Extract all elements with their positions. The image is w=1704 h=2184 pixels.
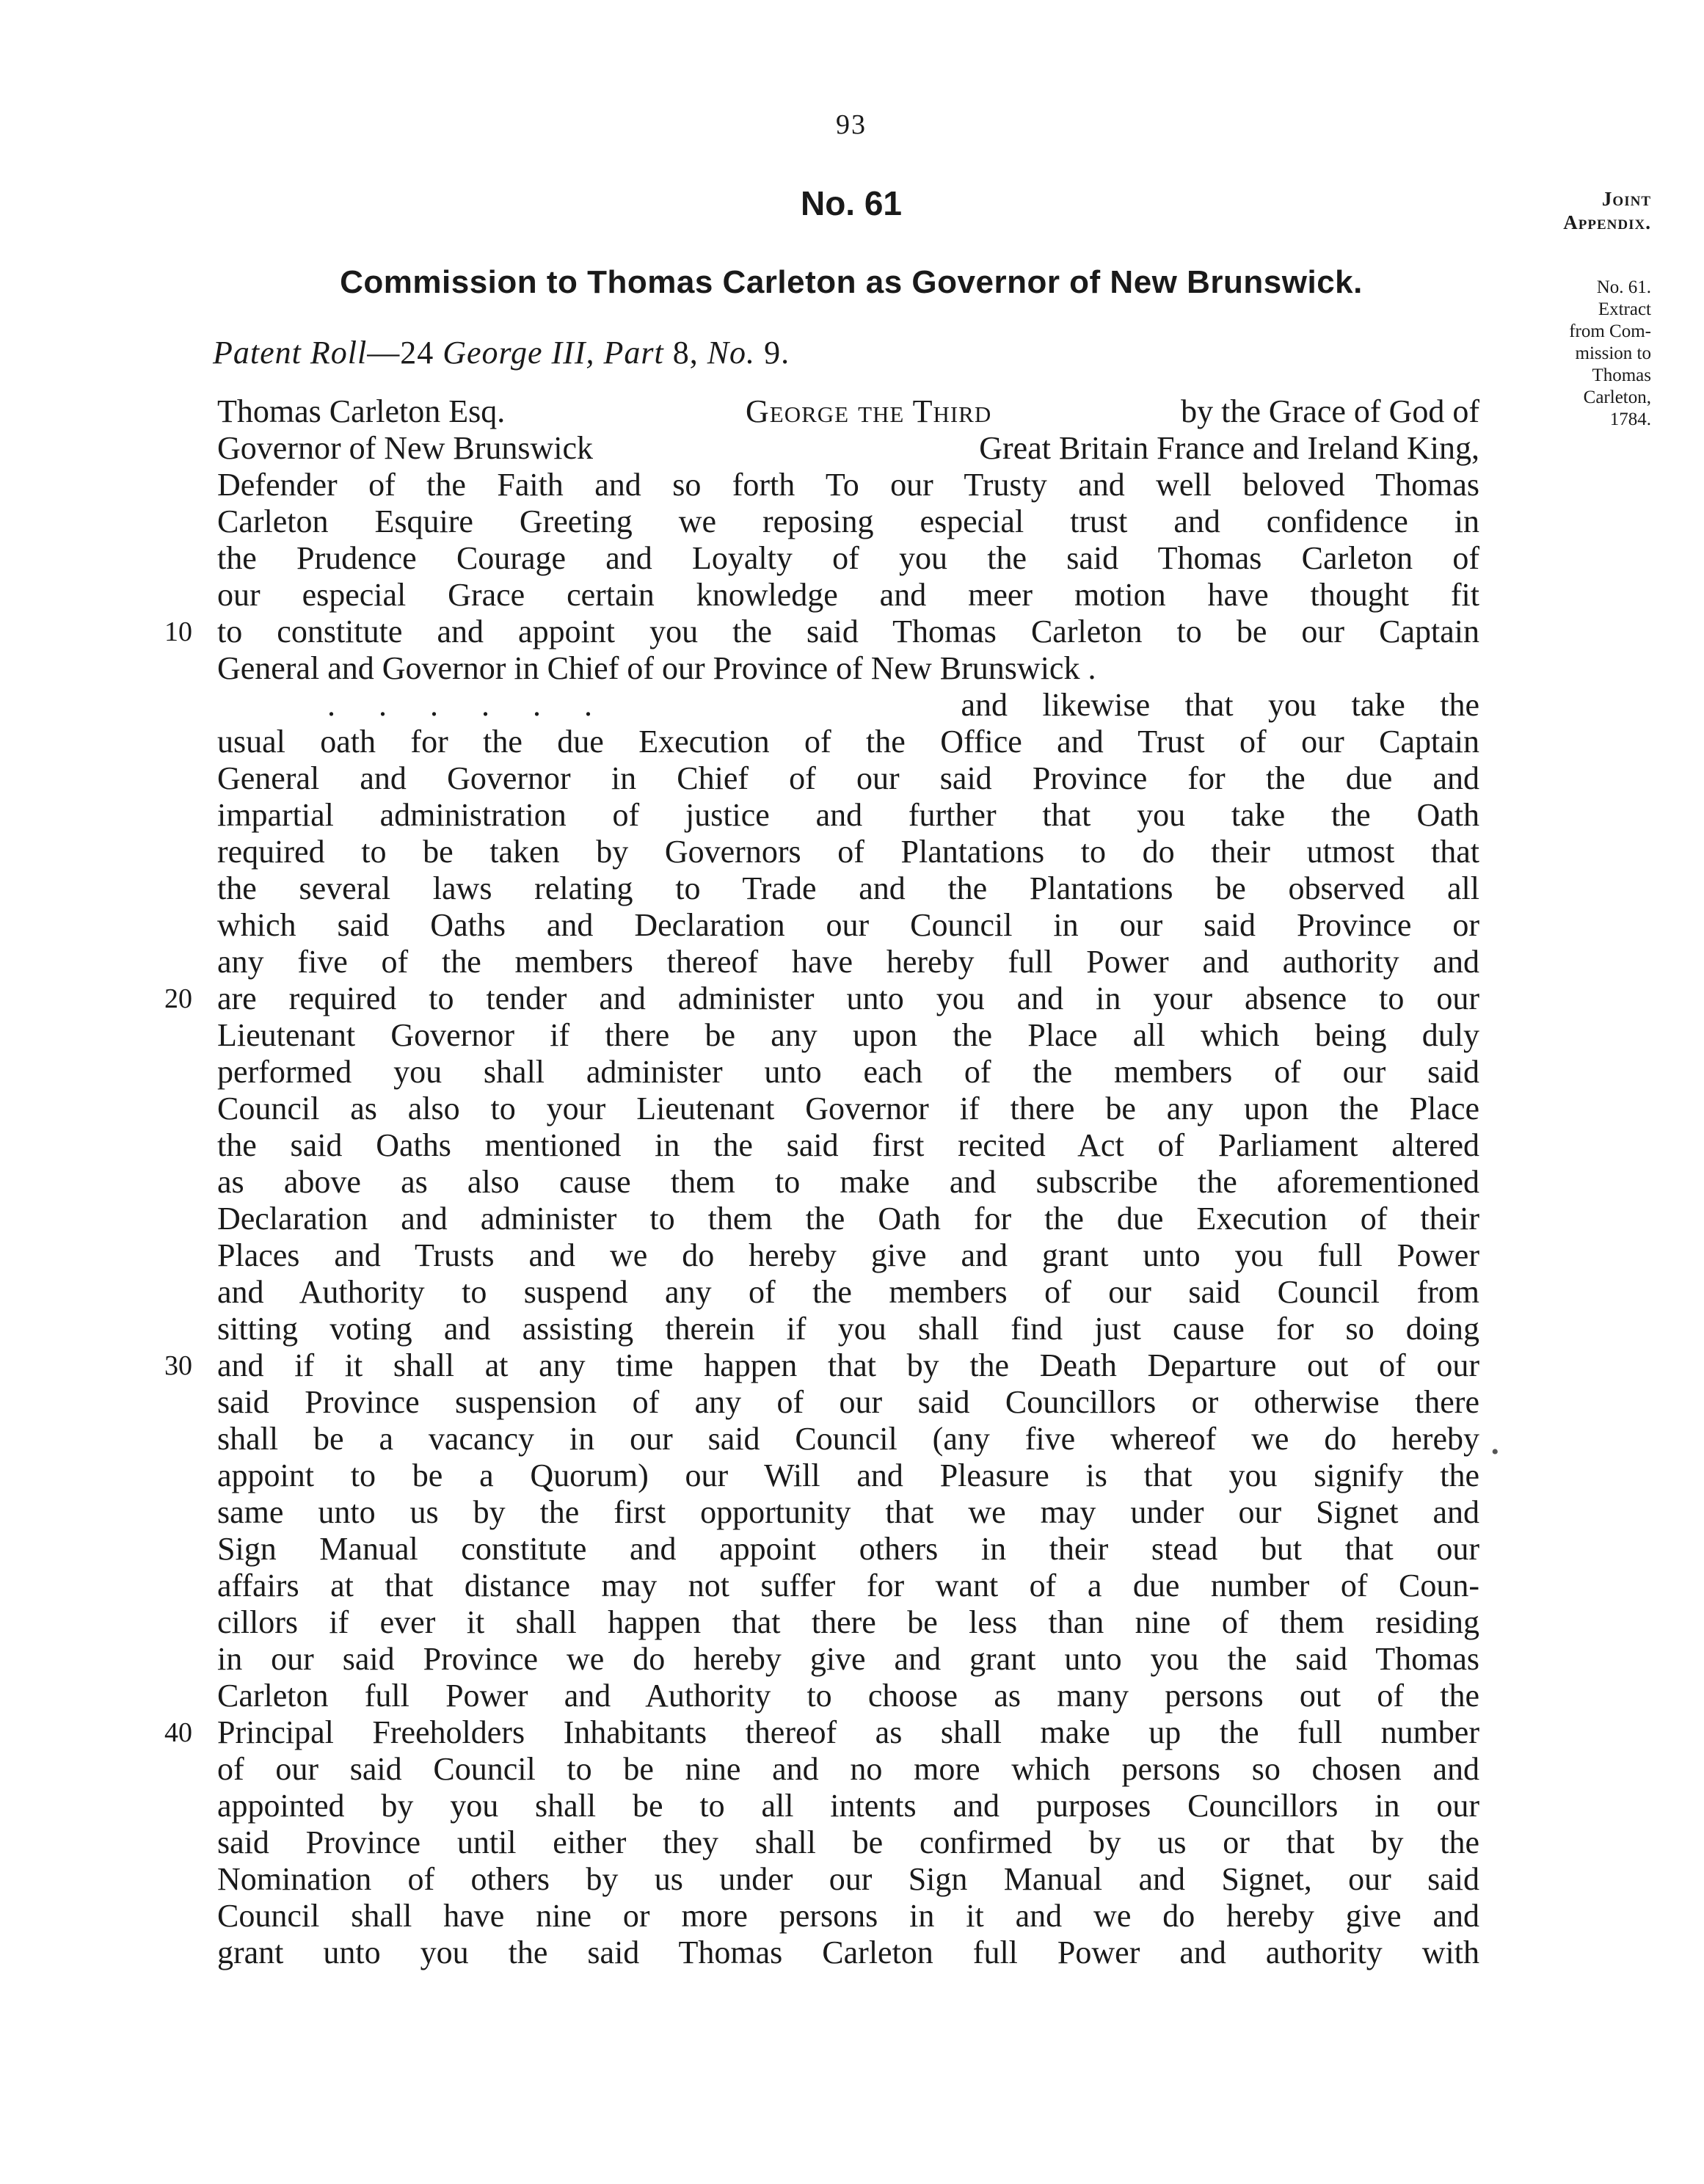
text-line: impartial administration of justice and further that you take the Oath (217, 797, 1479, 833)
text-line: our especial Grace certain knowledge and meer motion have thought fit (217, 577, 1479, 613)
text-line: Declaration and administer to them the Oath for the due Execution of their (217, 1201, 1479, 1237)
text-line: grant unto you the said Thomas Carleton full Power and authority with (217, 1934, 1479, 1970)
margin-ref-line: No. 61. (1596, 277, 1651, 297)
text-line: of our said Council to be nine and no more which persons so chosen and (217, 1751, 1479, 1787)
text-line-content: and if it shall at any time happen that by the Death Departure out of our (217, 1347, 1479, 1383)
text-line-content: Principal Freeholders Inhabitants thereof as shall make up the full number (217, 1714, 1479, 1750)
document-number: No. 61 (800, 184, 903, 222)
text-line: the several laws relating to Trade and the Plantations be observed all (217, 870, 1479, 906)
text-line: Nomination of others by us under our Sign Manual and Signet, our said (217, 1861, 1479, 1897)
margin-head-1: Joint (1601, 188, 1651, 210)
omission-dots: . . . . . . (327, 687, 592, 723)
margin-ref-line: Thomas (1592, 365, 1651, 385)
text-line: Carleton full Power and Authority to choose as many persons out of the (217, 1678, 1479, 1714)
text-line: Lieutenant Governor if there be any upon the Place all which being duly (217, 1017, 1479, 1053)
text-line: the Prudence Courage and Loyalty of you the said Thomas Carleton of (217, 540, 1479, 576)
margin-ref-line: Extract (1598, 299, 1651, 319)
text-line: appointed by you shall be to all intents and purposes Councillors in our (217, 1788, 1479, 1824)
text-line: as above as also cause them to make and subscribe the aforementioned (217, 1164, 1479, 1200)
text-line (164, 980, 1479, 1017)
margin-ref-line: from Com- (1569, 321, 1651, 341)
king-name: George the Third (746, 393, 992, 429)
source-part: 8, (663, 335, 707, 371)
text-line: affairs at that distance may not suffer for want of a due number of Coun- (217, 1568, 1479, 1604)
text-line (217, 687, 1479, 724)
source-roll: Patent Roll (213, 335, 368, 371)
text-line: Carleton Esquire Greeting we reposing especial trust and confidence in (217, 503, 1479, 539)
line-number: 20 (164, 983, 192, 1014)
text-line: sitting voting and assisting therein if you shall find just cause for so doing (217, 1311, 1479, 1347)
text-line: Council shall have nine or more persons in it and we do hereby give and (217, 1898, 1479, 1934)
text-line: which said Oaths and Declaration our Council in our said Province or (217, 907, 1479, 943)
text-line: General and Governor in Chief of our said Province for the due and (217, 760, 1479, 796)
salutation-continued: Great Britain France and Ireland King, (979, 430, 1479, 466)
text-line: Places and Trusts and we do hereby give and grant unto you full Power (217, 1237, 1479, 1273)
text-line: said Province until either they shall be confirmed by us or that by the (217, 1824, 1479, 1860)
source-reign: George III, Part (443, 335, 664, 371)
source-citation (213, 334, 790, 371)
text-line: any five of the members thereof have hereby full Power and authority and (217, 944, 1479, 980)
text-line: same unto us by the first opportunity that we may under our Signet and (217, 1494, 1479, 1530)
line-number: 30 (164, 1350, 192, 1381)
text-line-content: and likewise that you take the (961, 687, 1479, 723)
text-line: the said Oaths mentioned in the said first recited Act of Parliament altered (217, 1127, 1479, 1163)
body-text (164, 393, 1479, 1971)
source-no-label: No. (707, 335, 756, 371)
stray-mark: • (1491, 1440, 1499, 1464)
text-line: Council as also to your Lieutenant Governor if there be any upon the Place (217, 1091, 1479, 1126)
text-line: usual oath for the due Execution of the Office and Trust of our Captain (217, 724, 1479, 760)
text-line (164, 1714, 1479, 1751)
salutation-start (746, 393, 1479, 430)
line-number: 40 (164, 1717, 192, 1748)
line-number: 10 (164, 616, 192, 647)
addressee-title: Governor of New Brunswick (217, 430, 593, 466)
salutation-text: by the Grace of God of (1181, 393, 1479, 429)
text-line: in our said Province we do hereby give and grant unto you the said Thomas (217, 1641, 1479, 1677)
source-no: 9. (755, 335, 790, 371)
text-line: performed you shall administer unto each of the members of our said (217, 1054, 1479, 1090)
text-line (217, 393, 1479, 430)
text-line-content: are required to tender and administer unto you and in your absence to our (217, 980, 1479, 1016)
margin-head-2: Appendix. (1563, 211, 1651, 233)
margin-ref-line: Carleton, (1583, 387, 1651, 407)
addressee-name: Thomas Carleton Esq. (217, 393, 506, 429)
text-line (164, 614, 1479, 650)
margin-note (1475, 187, 1651, 431)
source-year: —24 (367, 335, 443, 371)
margin-ref-line: 1784. (1609, 410, 1651, 429)
text-line: General and Governor in Chief of our Province of New Brunswick . (217, 650, 1096, 686)
text-line: Defender of the Faith and so forth To our Trusty and well beloved Thomas (217, 467, 1479, 503)
text-line: required to be taken by Governors of Plantations to do their utmost that (217, 834, 1479, 870)
margin-ref (1475, 277, 1651, 431)
text-line (164, 1347, 1479, 1384)
text-line: appoint to be a Quorum) our Will and Pleasure is that you signify the (217, 1457, 1479, 1493)
text-line: shall be a vacancy in our said Council (any five whereof we do hereby (217, 1421, 1479, 1457)
text-line-content: to constitute and appoint you the said Thomas Carleton to be our Captain (217, 614, 1479, 649)
text-line: cillors if ever it shall happen that there be less than nine of them residing (217, 1604, 1479, 1640)
text-line (217, 430, 1479, 467)
document-title: Commission to Thomas Carleton as Governor of New Brunswick. (340, 264, 1363, 300)
page-number: 93 (836, 109, 867, 140)
text-line: and Authority to suspend any of the members of our said Council from (217, 1274, 1479, 1310)
margin-ref-line: mission to (1575, 343, 1651, 363)
text-line: Sign Manual constitute and appoint others in their stead but that our (217, 1531, 1479, 1567)
text-line: said Province suspension of any of our said Councillors or otherwise there (217, 1384, 1479, 1420)
